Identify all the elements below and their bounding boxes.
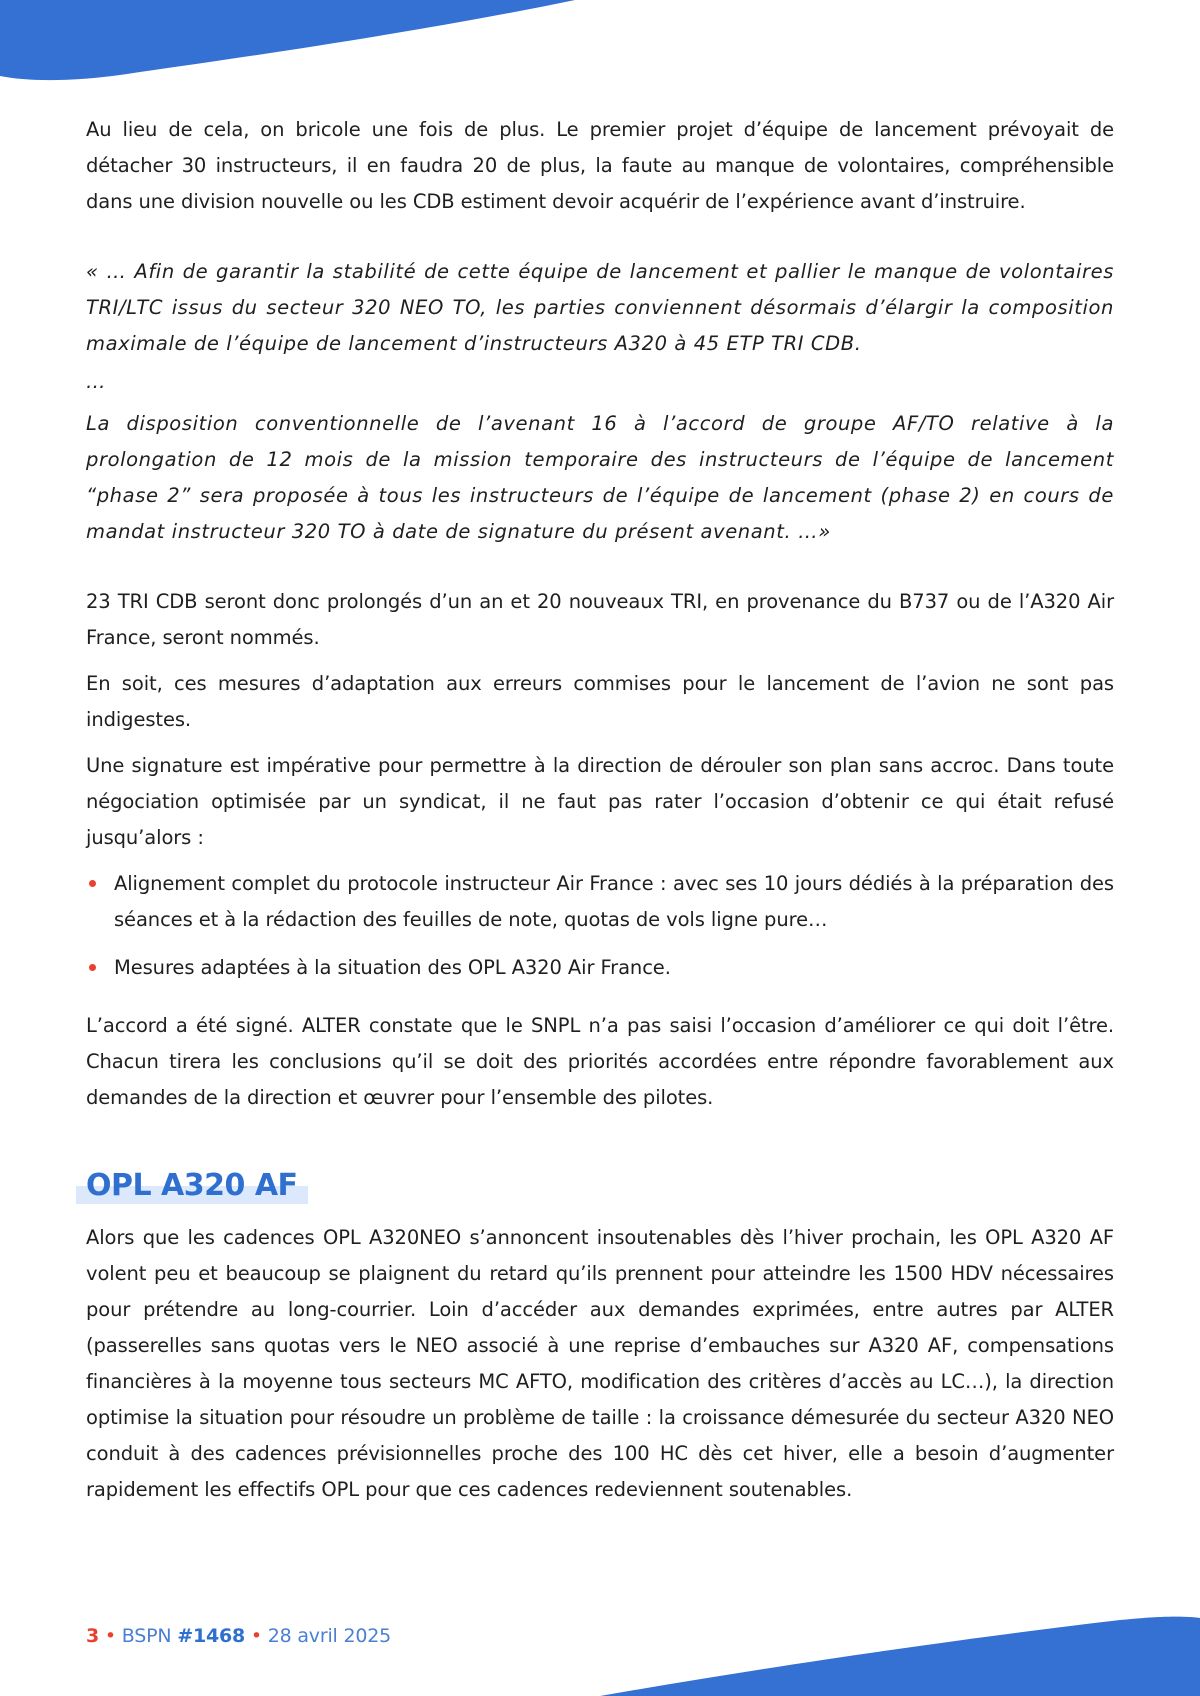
adaptation-paragraph: En soit, ces mesures d’adaptation aux erreurs commises pour le lancement de l’avion ne sont pas indigestes. <box>86 672 1114 731</box>
issue-number: #1468 <box>177 1625 246 1647</box>
page-number: 3 <box>86 1625 100 1647</box>
signature-paragraph: Une signature est impérative pour permettre à la direction de dérouler son plan sans accroc. Dans toute négociation optimisée par un syndicat, il ne faut pas rater l’occasion d’obtenir ce qui était refusé jusqu’alors : <box>86 754 1114 849</box>
footer-separator: • <box>104 1625 116 1647</box>
section-body-paragraph: Alors que les cadences OPL A320NEO s’annoncent insoutenables dès l’hiver prochain, les OPL A320 AF volent peu et beaucoup se plaignent du retard qu’ils prennent pour atteindre les 1500 HDV nécessaires pour prétendre au long-courrier. Loin d’accéder aux demandes exprimées, entre autres par ALTER (passerelles sans quotas vers le NEO associé à une reprise d’embauches sur A320 AF, compensations financières à la moyenne tous secteurs MC AFTO, modification des critères d’accès au LC…), la direction optimise la situation pour résoudre un problème de taille : la croissance démesurée du secteur A320 NEO conduit à des cadences prévisionnelles proche des 100 HC dès cet hiver, elle a besoin d’augmenter rapidement les effectifs OPL pour que ces cadences redeviennent soutenables. <box>86 1226 1114 1501</box>
agreement-quote <box>86 254 1114 550</box>
bullet-dot-icon <box>89 880 96 887</box>
intro-paragraph: Au lieu de cela, on bricole une fois de plus. Le premier projet d’équipe de lancement prévoyait de détacher 30 instructeurs, il en faudra 20 de plus, la faute au manque de volontaires, compréhensible dans une division nouvelle ou les CDB estiment devoir acquérir de l’expérience avant d’instruire. <box>86 118 1114 213</box>
publication-date: 28 avril 2025 <box>267 1625 392 1647</box>
list-item <box>86 866 1114 938</box>
page-content <box>86 112 1114 1508</box>
list-item-text: Alignement complet du protocole instructeur Air France : avec ses 10 jours dédiés à la préparation des séances et à la rédaction des feuilles de note, quotas de vols ligne pure… <box>114 872 1114 931</box>
quote-ellipsis: … <box>86 370 107 393</box>
publication-name: BSPN <box>121 1625 172 1647</box>
quote-paragraph-1: « … Afin de garantir la stabilité de cette équipe de lancement et pallier le manque de volontaires TRI/LTC issus du secteur 320 NEO TO, les parties conviennent désormais d’élargir la composition maximale de l’équipe de lancement d’instructeurs A320 à 45 ETP TRI CDB. <box>86 260 1114 355</box>
section-heading <box>76 1166 308 1206</box>
footer-separator: • <box>250 1625 262 1647</box>
quote-paragraph-2: La disposition conventionnelle de l’avenant 16 à l’accord de groupe AF/TO relative à la prolongation de 12 mois de la mission temporaire des instructeurs de l’équipe de lancement “phase 2” sera proposée à tous les instructeurs de l’équipe de lancement (phase 2) en cours de mandat instructeur 320 TO à date de signature du présent avenant. …» <box>86 412 1114 543</box>
list-item <box>86 950 1114 986</box>
top-wave-decoration <box>0 0 1200 90</box>
list-item-text: Mesures adaptées à la situation des OPL A320 Air France. <box>114 956 671 979</box>
section-heading-text: OPL A320 AF <box>86 1168 298 1203</box>
accord-paragraph: L’accord a été signé. ALTER constate que le SNPL n’a pas saisi l’occasion d’améliorer ce qui doit l’être. Chacun tirera les conclusions qu’il se doit des priorités accordées entre répondre favorablement aux demandes de la direction et œuvrer pour l’ensemble des pilotes. <box>86 1014 1114 1109</box>
bullet-dot-icon <box>89 964 96 971</box>
demands-list <box>86 866 1114 986</box>
tri-paragraph: 23 TRI CDB seront donc prolongés d’un an et 20 nouveaux TRI, en provenance du B737 ou de l’A320 Air France, seront nommés. <box>86 590 1114 649</box>
bottom-wave-decoration <box>0 1606 1200 1696</box>
